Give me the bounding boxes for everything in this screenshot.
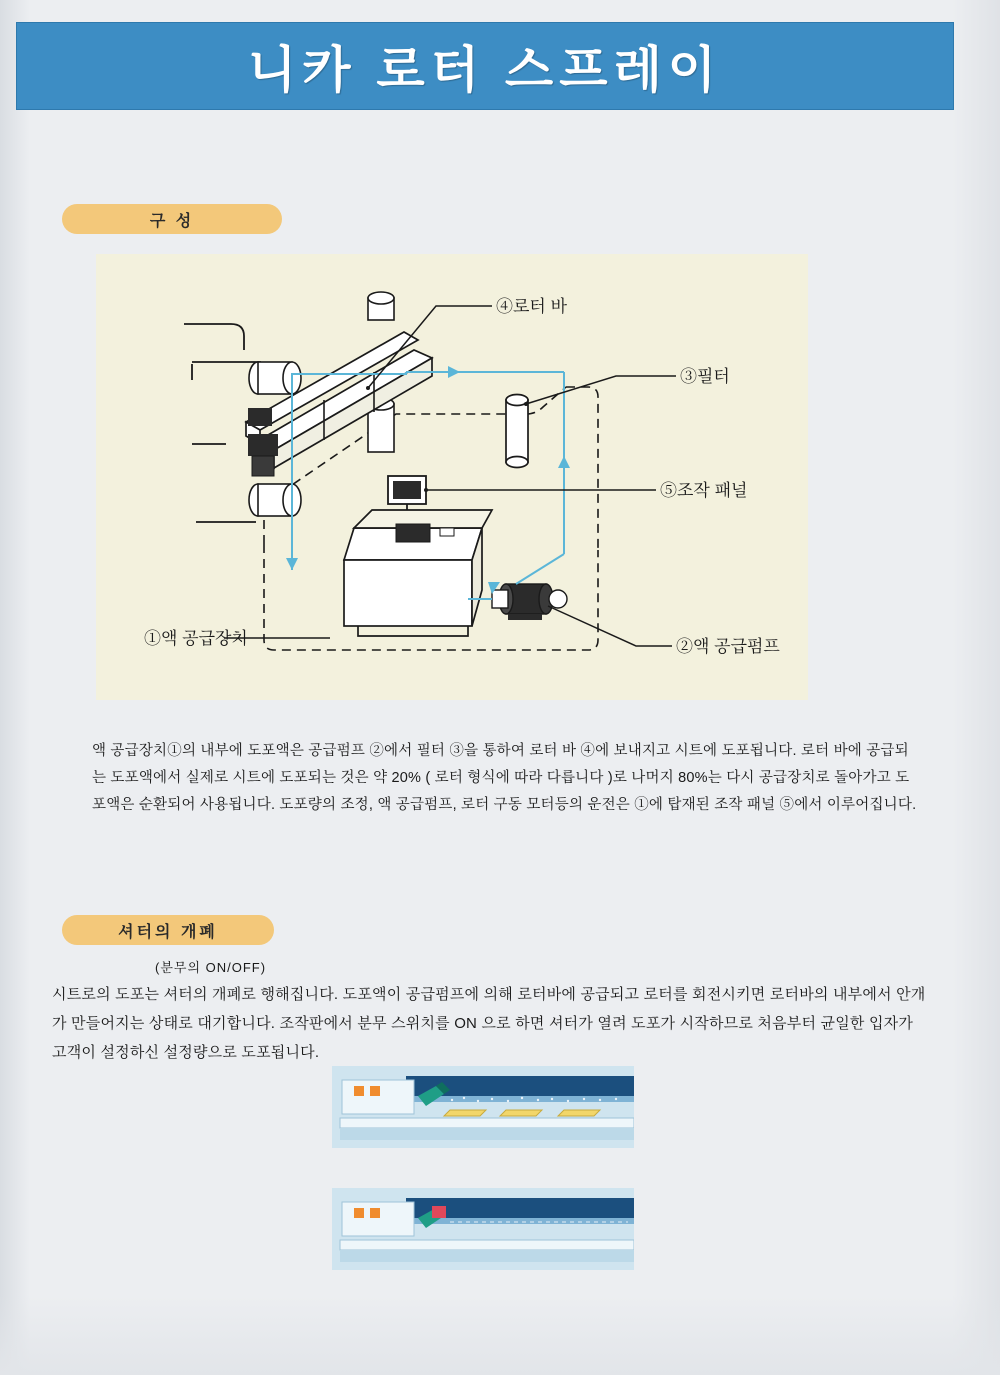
label-liquid-supply-unit: ①액 공급장치 — [144, 629, 248, 648]
section-heading-construction: 구 성 — [62, 204, 282, 234]
shutter-caption: (분무의 ON/OFF) — [155, 960, 267, 975]
label-rotor-bar: ④로터 바 — [496, 297, 567, 316]
shutter-paragraph: 시트로의 도포는 셔터의 개폐로 행해집니다. 도포액이 공급펌프에 의해 로터바에 공급되고 로터를 회전시키면 로터바의 내부에서 안개가 만들어지는 상태로 대기합니다. 조작판에서 분무 스위치를 ON 으로 하면 셔터가 열려 도포가 시작하므로 처음부터 균일한 입자가 고객이 설정하신 설정량으로 도포됩니다. — [52, 986, 926, 1061]
label-filter: ③필터 — [680, 367, 730, 386]
label-liquid-supply-pump: ②액 공급펌프 — [676, 637, 780, 656]
figure-shutter-open — [332, 1066, 634, 1148]
figure-construction-diagram — [96, 254, 808, 700]
scan-shadow-left — [0, 0, 30, 1375]
scan-shadow-right — [952, 0, 1000, 1375]
title-banner — [16, 22, 954, 110]
figure-shutter-closed — [332, 1188, 634, 1270]
scan-shadow-bottom — [0, 1295, 1000, 1375]
page-title: 니카 로터 스프레이 — [247, 42, 723, 98]
section-heading-shutter: 셔터의 개폐 — [62, 915, 274, 945]
construction-paragraph: 액 공급장치①의 내부에 도포액은 공급펌프 ②에서 필터 ③을 통하여 로터 바 ④에 보내지고 시트에 도포됩니다. 로터 바에 공급되는 도포액에서 실제로 시트에 도포되는 것은 약 20% ( 로터 형식에 따라 다릅니다 )로 나머지 80%는 다시 공급장치로 돌아가고 도포액은 순환되어 사용됩니다. 도포량의 조정, 액 공급펌프, 로터 구동 모터등의 운전은 ①에 탑재된 조작 패널 ⑤에서 이루어집니다. — [92, 743, 917, 813]
label-control-panel: ⑤조작 패널 — [660, 481, 748, 500]
